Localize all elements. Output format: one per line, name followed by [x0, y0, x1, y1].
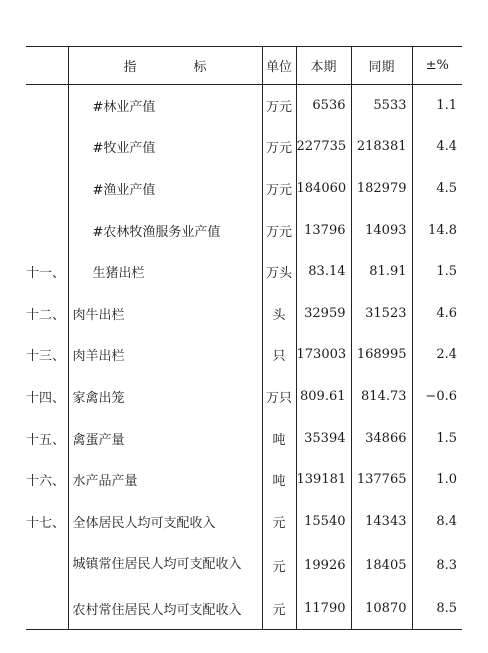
- header-previous: 同期: [351, 47, 412, 85]
- row-change-percent: −0.6: [412, 376, 462, 418]
- row-previous-value: 81.91: [351, 251, 412, 293]
- row-current-value: 139181: [296, 459, 351, 501]
- row-change-percent: 4.4: [412, 126, 462, 168]
- row-current-value: 11790: [296, 588, 351, 630]
- row-index: [26, 542, 68, 588]
- row-unit: 吨: [262, 417, 296, 459]
- row-unit: 元: [262, 588, 296, 630]
- header-indicator: 指 标: [68, 47, 262, 85]
- row-index: 十二、: [26, 307, 66, 323]
- row-index: 十一、: [26, 266, 66, 282]
- row-previous-value: 14093: [351, 209, 412, 251]
- table-row: [26, 292, 462, 334]
- row-indicator: 城镇常住居民人均可支配收入: [68, 542, 262, 588]
- row-indicator: #牧业产值: [68, 126, 262, 168]
- row-previous-value: 182979: [351, 168, 412, 210]
- row-previous-value: 34866: [351, 417, 412, 459]
- row-unit: 头: [262, 292, 296, 334]
- row-index: 十三、: [26, 349, 66, 365]
- row-change-percent: 8.4: [412, 500, 462, 542]
- row-previous-value: 10870: [351, 588, 412, 630]
- row-current-value: 13796: [296, 209, 351, 251]
- row-current-value: 15540: [296, 500, 351, 542]
- row-unit: 万头: [262, 251, 296, 293]
- row-indicator: 禽蛋产量: [68, 417, 262, 459]
- statistics-table: [26, 46, 462, 630]
- row-current-value: 35394: [296, 417, 351, 459]
- row-current-value: 184060: [296, 168, 351, 210]
- table-body: [26, 85, 462, 630]
- header-unit: 单位: [262, 47, 296, 85]
- row-current-value: 6536: [296, 85, 351, 127]
- row-indicator: 家禽出笼: [68, 376, 262, 418]
- table-row: [26, 459, 462, 501]
- row-unit: 万只: [262, 376, 296, 418]
- row-change-percent: 14.8: [412, 209, 462, 251]
- row-index: 十四、: [26, 390, 66, 406]
- row-indicator: #渔业产值: [68, 168, 262, 210]
- table-row: [26, 251, 462, 293]
- table-row: [26, 500, 462, 542]
- row-change-percent: 8.5: [412, 588, 462, 630]
- row-change-percent: 1.0: [412, 459, 462, 501]
- row-current-value: 173003: [296, 334, 351, 376]
- row-change-percent: 2.4: [412, 334, 462, 376]
- row-current-value: 809.61: [296, 376, 351, 418]
- row-unit: 吨: [262, 459, 296, 501]
- row-unit: 元: [262, 542, 296, 588]
- row-unit: 元: [262, 500, 296, 542]
- table-row: [26, 417, 462, 459]
- row-previous-value: 137765: [351, 459, 412, 501]
- table-header-row: [26, 47, 462, 85]
- row-indicator: 肉羊出栏: [68, 334, 262, 376]
- row-previous-value: 18405: [351, 542, 412, 588]
- row-change-percent: 4.6: [412, 292, 462, 334]
- row-current-value: 227735: [296, 126, 351, 168]
- table-row: [26, 588, 462, 630]
- row-previous-value: 5533: [351, 85, 412, 127]
- row-indicator: 生猪出栏: [68, 251, 262, 293]
- header-index: [26, 47, 68, 85]
- row-previous-value: 814.73: [351, 376, 412, 418]
- row-index: [26, 209, 68, 251]
- table-row: [26, 126, 462, 168]
- row-unit: 万元: [262, 209, 296, 251]
- row-unit: 万元: [262, 126, 296, 168]
- row-previous-value: 31523: [351, 292, 412, 334]
- row-index: [26, 126, 68, 168]
- table-row: [26, 542, 462, 588]
- row-change-percent: 4.5: [412, 168, 462, 210]
- row-indicator: #林业产值: [68, 85, 262, 127]
- row-previous-value: 168995: [351, 334, 412, 376]
- row-indicator: #农林牧渔服务业产值: [68, 209, 262, 251]
- row-change-percent: 1.5: [412, 251, 462, 293]
- table-row: [26, 168, 462, 210]
- table-row: [26, 85, 462, 127]
- row-indicator: 全体居民人均可支配收入: [68, 500, 262, 542]
- row-unit: 万元: [262, 168, 296, 210]
- row-unit: 只: [262, 334, 296, 376]
- row-indicator: 肉牛出栏: [68, 292, 262, 334]
- header-change: ±%: [412, 47, 462, 85]
- row-index: [26, 85, 68, 127]
- row-current-value: 32959: [296, 292, 351, 334]
- row-index: 十七、: [26, 515, 66, 531]
- table-row: [26, 334, 462, 376]
- row-index: [26, 588, 68, 630]
- row-previous-value: 14343: [351, 500, 412, 542]
- table-row: [26, 376, 462, 418]
- header-current: 本期: [296, 47, 351, 85]
- row-change-percent: 8.3: [412, 542, 462, 588]
- row-previous-value: 218381: [351, 126, 412, 168]
- table-row: [26, 209, 462, 251]
- row-index: 十六、: [26, 474, 66, 490]
- row-change-percent: 1.5: [412, 417, 462, 459]
- row-current-value: 19926: [296, 542, 351, 588]
- row-index: 十五、: [26, 432, 66, 448]
- row-unit: 万元: [262, 85, 296, 127]
- row-indicator: 水产品产量: [68, 459, 262, 501]
- row-change-percent: 1.1: [412, 85, 462, 127]
- row-current-value: 83.14: [296, 251, 351, 293]
- row-index: [26, 168, 68, 210]
- row-indicator: 农村常住居民人均可支配收入: [68, 588, 262, 630]
